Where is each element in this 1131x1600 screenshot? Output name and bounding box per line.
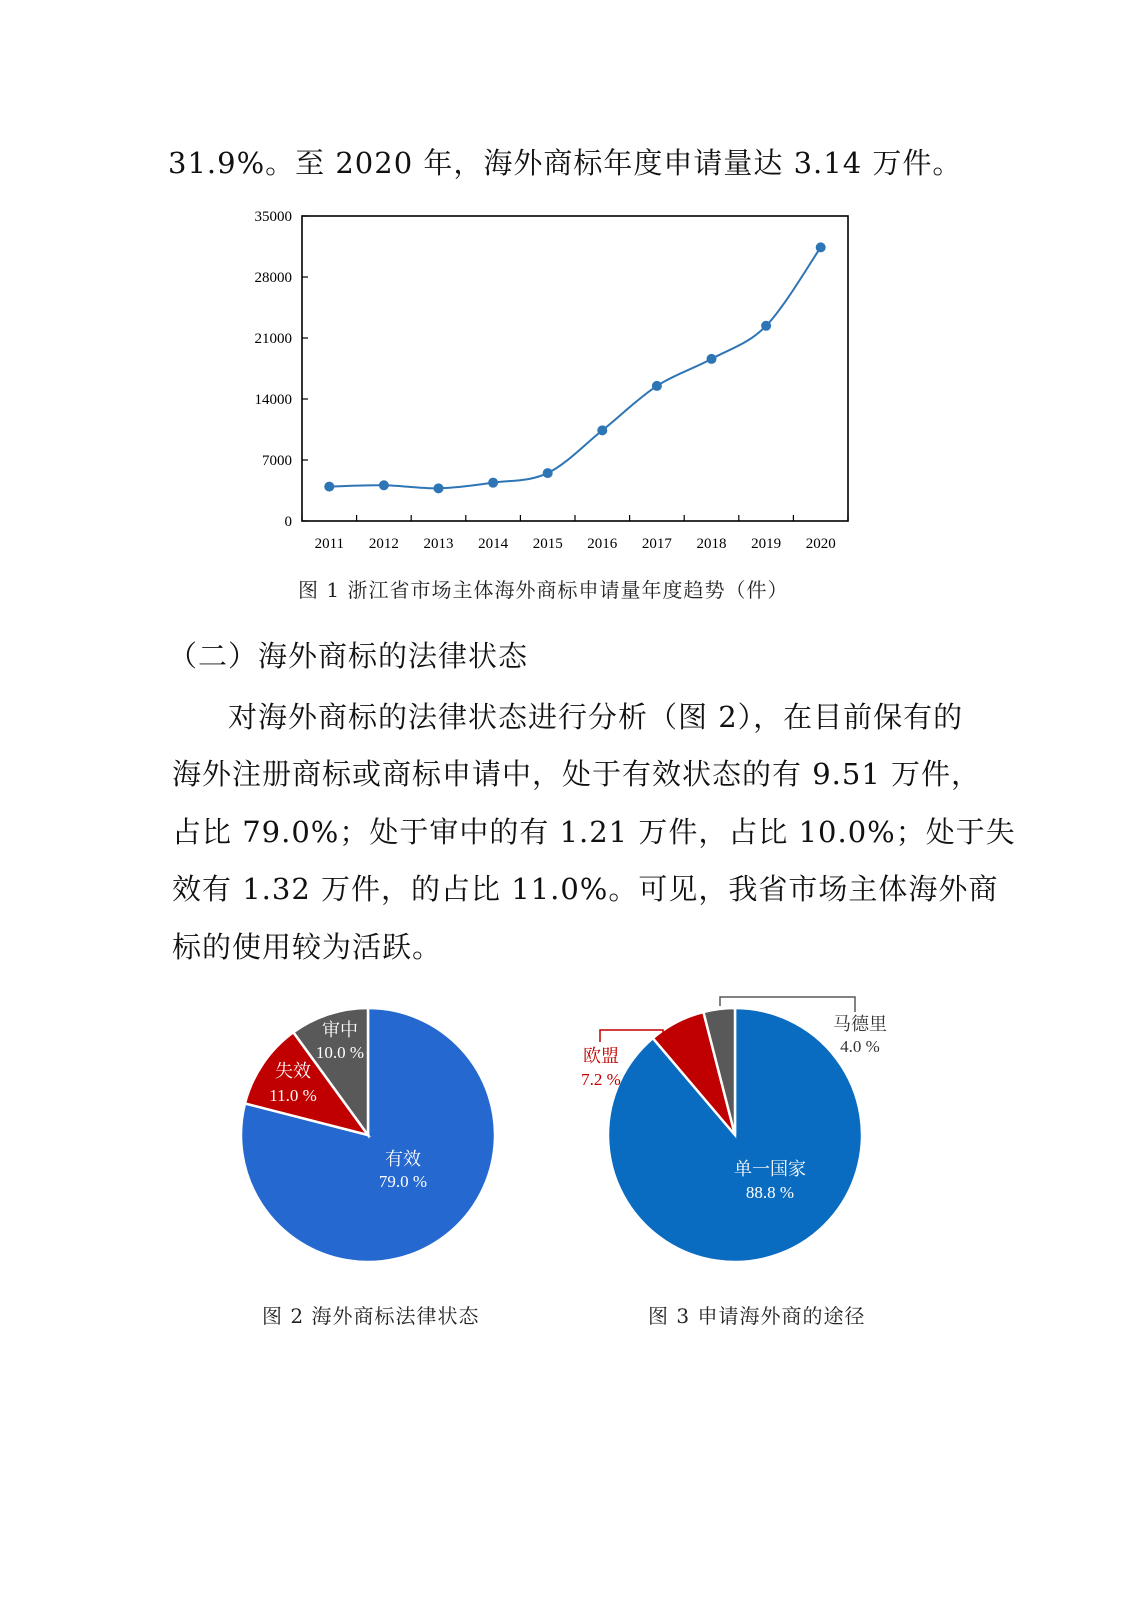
y-tick-label: 14000 xyxy=(254,392,292,408)
line-chart xyxy=(0,200,1131,760)
x-tick-label: 2019 xyxy=(751,536,782,552)
slice-pct-eu: 7.2 % xyxy=(581,1070,621,1089)
figure-3-caption: 图 3 申请海外商的途径 xyxy=(648,1304,866,1328)
x-tick-label: 2017 xyxy=(641,536,672,552)
slice-label-madrid: 马德里 xyxy=(833,1014,887,1035)
intro-line: 31.9%。至 2020 年，海外商标年度申请量达 3.14 万件。 xyxy=(168,146,963,180)
slice-label-invalid: 失效 xyxy=(275,1061,311,1082)
x-tick-label: 2011 xyxy=(314,536,345,552)
slice-pct-valid: 79.0 % xyxy=(378,1172,428,1191)
pie-chart-filing-route xyxy=(570,990,910,1280)
data-point xyxy=(761,321,771,331)
data-point xyxy=(543,468,553,478)
y-tick-label: 21000 xyxy=(254,331,292,347)
paragraph-line-4: 效有 1.32 万件，的占比 11.0%。可见，我省市场主体海外商 xyxy=(172,872,999,906)
slice-label-single-country: 单一国家 xyxy=(734,1159,806,1180)
figure-1-caption: 图 1 浙江省市场主体海外商标申请量年度趋势（件） xyxy=(298,578,789,602)
x-tick-label: 2020 xyxy=(805,536,836,552)
slice-pct-pending: 10.0 % xyxy=(315,1043,365,1062)
data-point xyxy=(652,381,662,391)
pie-chart-legal-status xyxy=(210,995,530,1285)
slice-pct-madrid: 4.0 % xyxy=(840,1037,880,1056)
y-tick-label: 35000 xyxy=(254,209,292,225)
plot-area xyxy=(302,216,848,521)
slice-pct-single-country: 88.8 % xyxy=(745,1183,795,1202)
y-tick-label: 7000 xyxy=(262,453,292,469)
x-tick-label: 2016 xyxy=(587,536,618,552)
data-point xyxy=(816,242,826,252)
slice-label-valid: 有效 xyxy=(385,1149,421,1170)
data-point xyxy=(597,425,607,435)
data-point xyxy=(324,482,334,492)
x-tick-label: 2012 xyxy=(368,536,399,552)
figure-2-caption: 图 2 海外商标法律状态 xyxy=(262,1304,480,1328)
data-point xyxy=(707,354,717,364)
section-heading: （二）海外商标的法律状态 xyxy=(168,639,529,673)
slice-label-pending: 审中 xyxy=(322,1020,358,1041)
y-tick-label: 0 xyxy=(284,514,292,530)
slice-pct-invalid: 11.0 % xyxy=(269,1086,317,1105)
paragraph-line-1: 对海外商标的法律状态进行分析（图 2），在目前保有的 xyxy=(228,700,964,734)
data-point xyxy=(379,480,389,490)
paragraph-line-3: 占比 79.0%；处于审中的有 1.21 万件，占比 10.0%；处于失 xyxy=(172,815,1016,849)
x-tick-label: 2018 xyxy=(696,536,727,552)
series-line xyxy=(329,247,820,488)
paragraph-line-2: 海外注册商标或商标申请中，处于有效状态的有 9.51 万件， xyxy=(172,757,982,791)
y-tick-label: 28000 xyxy=(254,270,292,286)
x-tick-label: 2015 xyxy=(532,536,563,552)
data-point xyxy=(488,478,498,488)
paragraph-line-5: 标的使用较为活跃。 xyxy=(172,930,443,964)
x-tick-label: 2014 xyxy=(478,536,509,552)
slice-label-eu: 欧盟 xyxy=(583,1046,619,1067)
x-tick-label: 2013 xyxy=(423,536,454,552)
data-point xyxy=(434,483,444,493)
